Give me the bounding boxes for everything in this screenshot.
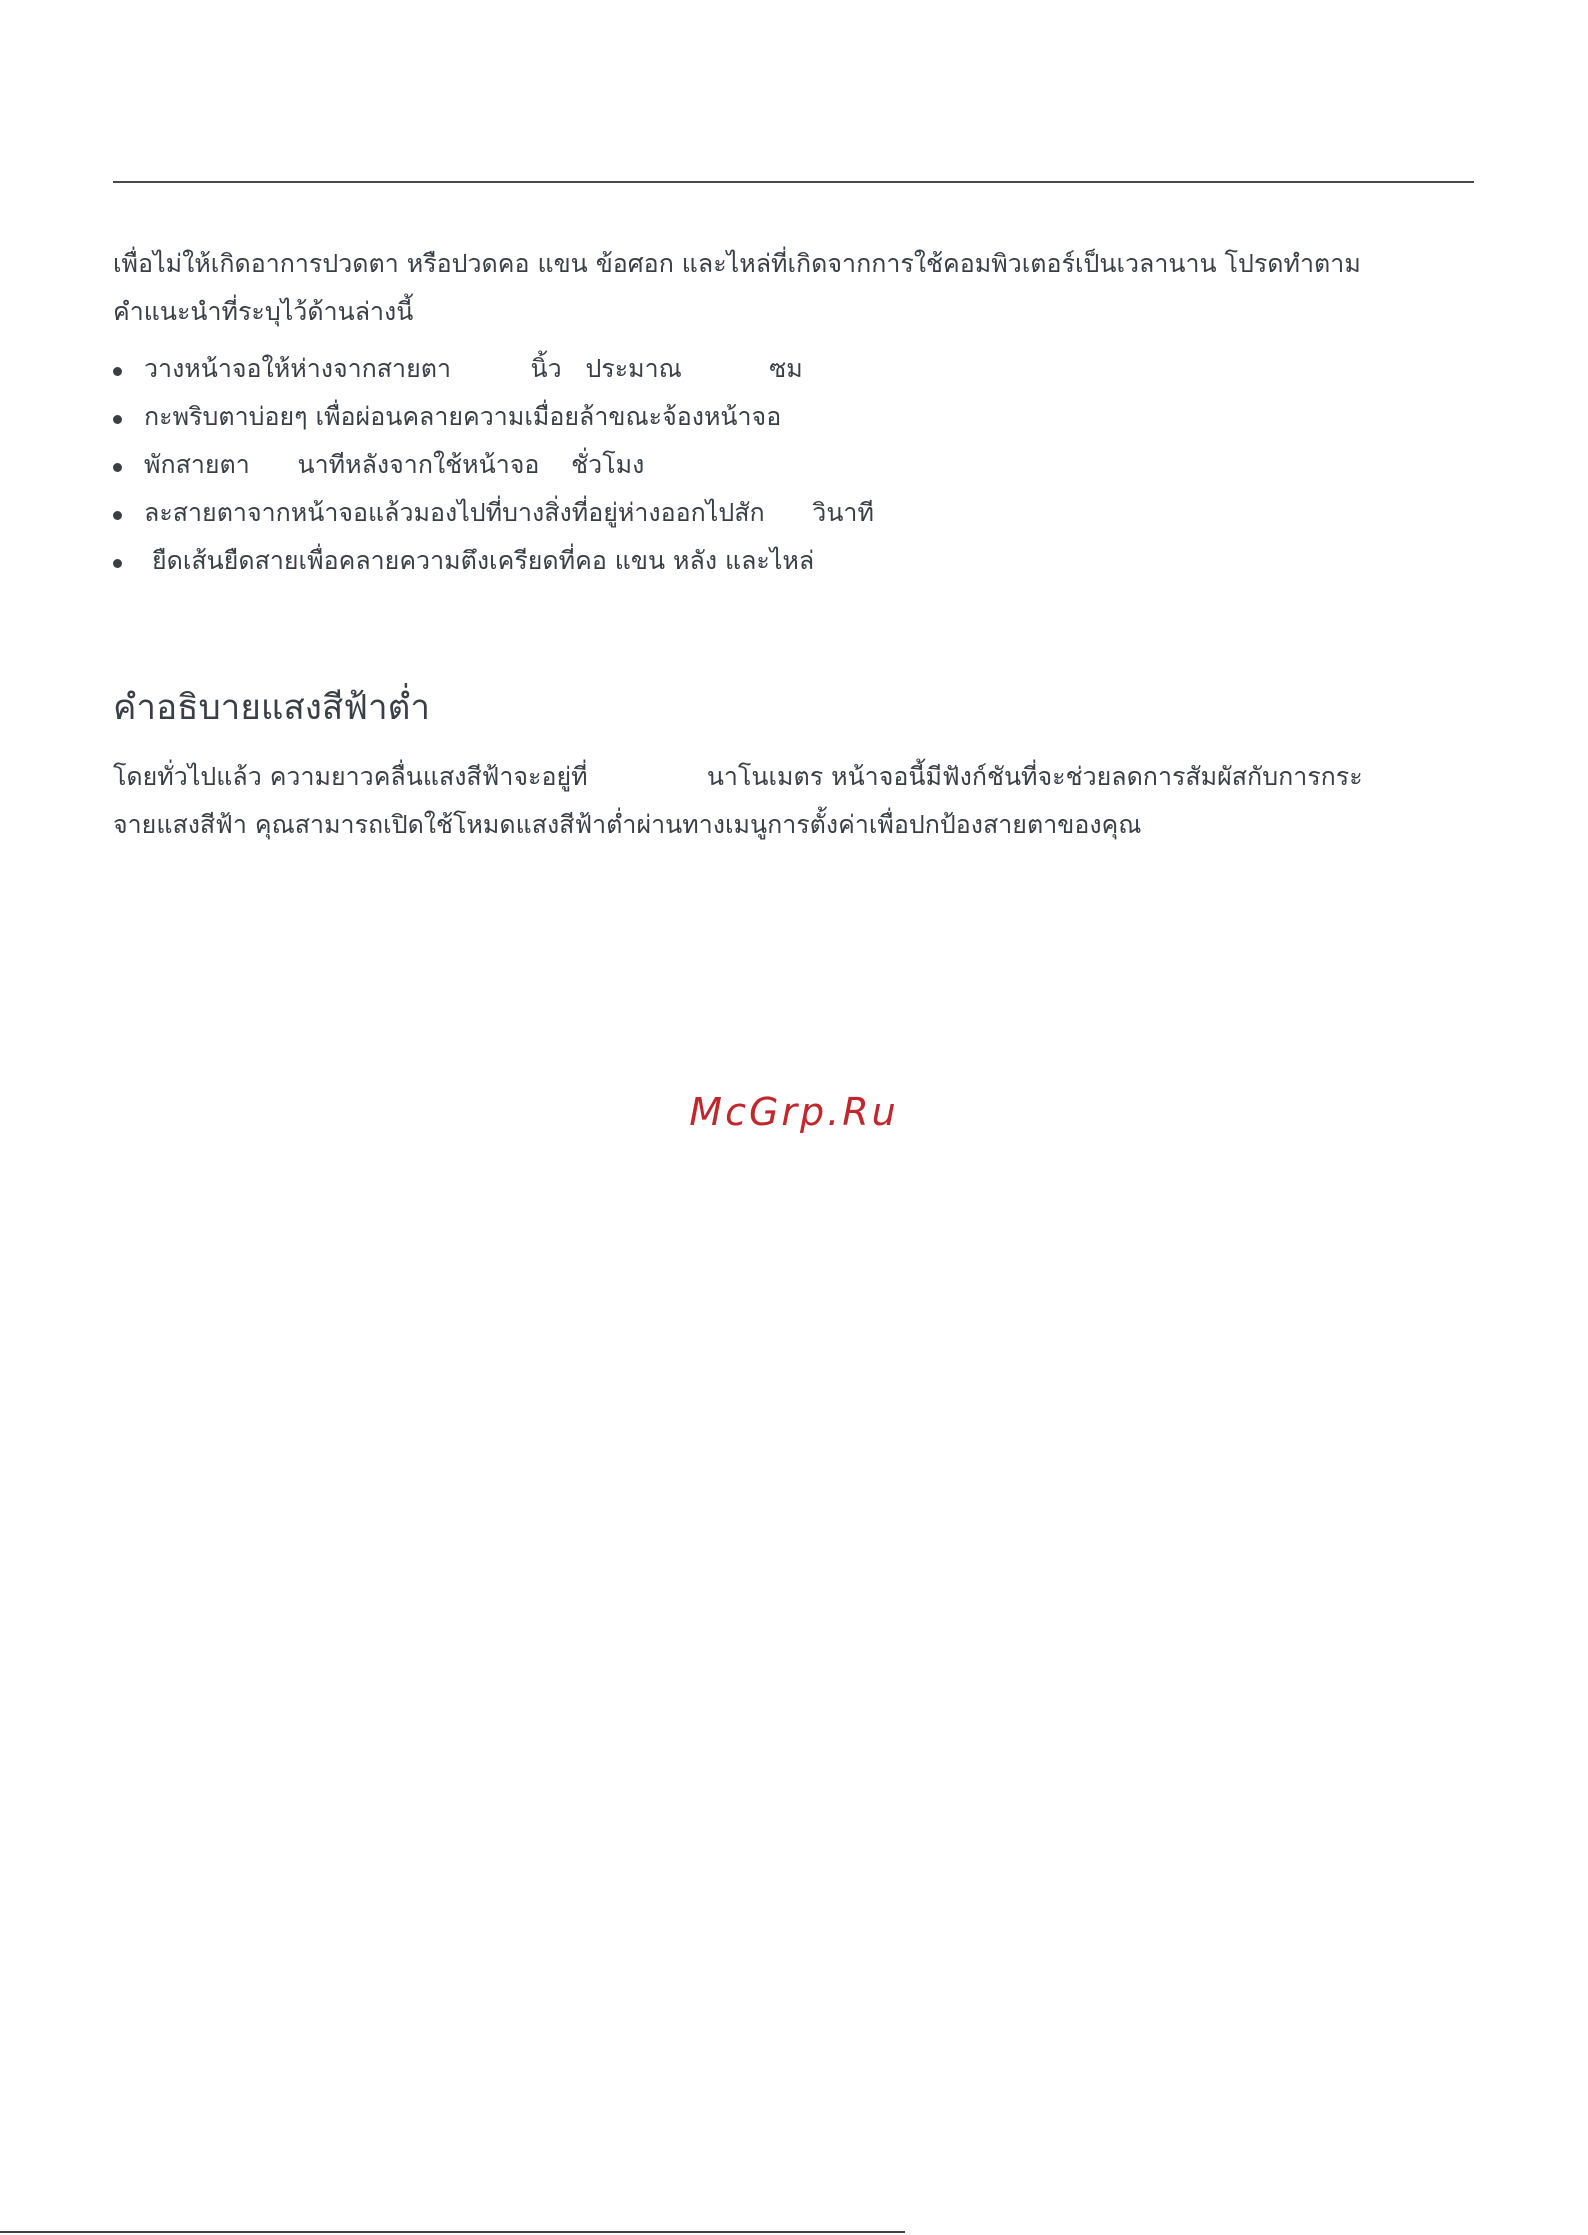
section-line-2: จายแสงสีฟ้า คุณสามารถเปิดใช้โหมดแสงสีฟ้าต่ำผ่านทางเมนูการตั้งค่าเพื่อปกป้องสายตาของคุณ — [113, 810, 1142, 839]
section-body — [113, 753, 1474, 849]
top-divider — [113, 181, 1474, 183]
bullet-icon — [113, 367, 122, 376]
intro-line-2: คำแนะนำที่ระบุไว้ด้านล่างนี้ — [113, 297, 414, 326]
list-item: ละสายตาจากหน้าจอแล้วมองไปที่บางสิ่งที่อยู่ห่างออกไปสัก วินาที — [113, 489, 1474, 537]
watermark: McGrp.Ru — [689, 1090, 899, 1134]
bullet-icon — [113, 511, 122, 520]
list-item: กะพริบตาบ่อยๆ เพื่อผ่อนคลายความเมื่อยล้าขณะจ้องหน้าจอ — [113, 393, 1474, 441]
intro-line-1: เพื่อไม่ให้เกิดอาการปวดตา หรือปวดคอ แขน ข้อศอก และไหล่ที่เกิดจากการใช้คอมพิวเตอร์เป็นเวลานาน โปรดทำตาม — [113, 249, 1361, 278]
section-line-1: โดยทั่วไปแล้ว ความยาวคลื่นแสงสีฟ้าจะอยู่ที่ นาโนเมตร หน้าจอนี้มีฟังก์ชันที่จะช่วยลดการสัมผัสกับการกระ — [113, 762, 1363, 791]
list-item: วางหน้าจอให้ห่างจากสายตา นิ้ว ประมาณ ซม — [113, 345, 1474, 393]
bottom-divider — [0, 2231, 905, 2233]
list-item: ยืดเส้นยืดสายเพื่อคลายความตึงเครียดที่คอ แขน หลัง และไหล่ — [113, 537, 1474, 585]
tips-list — [113, 345, 1474, 585]
bullet-icon — [113, 559, 122, 568]
bullet-icon — [113, 415, 122, 424]
bullet-icon — [113, 463, 122, 472]
intro-paragraph — [113, 240, 1474, 336]
section-title: คำอธิบายแสงสีฟ้าต่ำ — [113, 688, 431, 728]
list-item: พักสายตา นาทีหลังจากใช้หน้าจอ ชั่วโมง — [113, 441, 1474, 489]
